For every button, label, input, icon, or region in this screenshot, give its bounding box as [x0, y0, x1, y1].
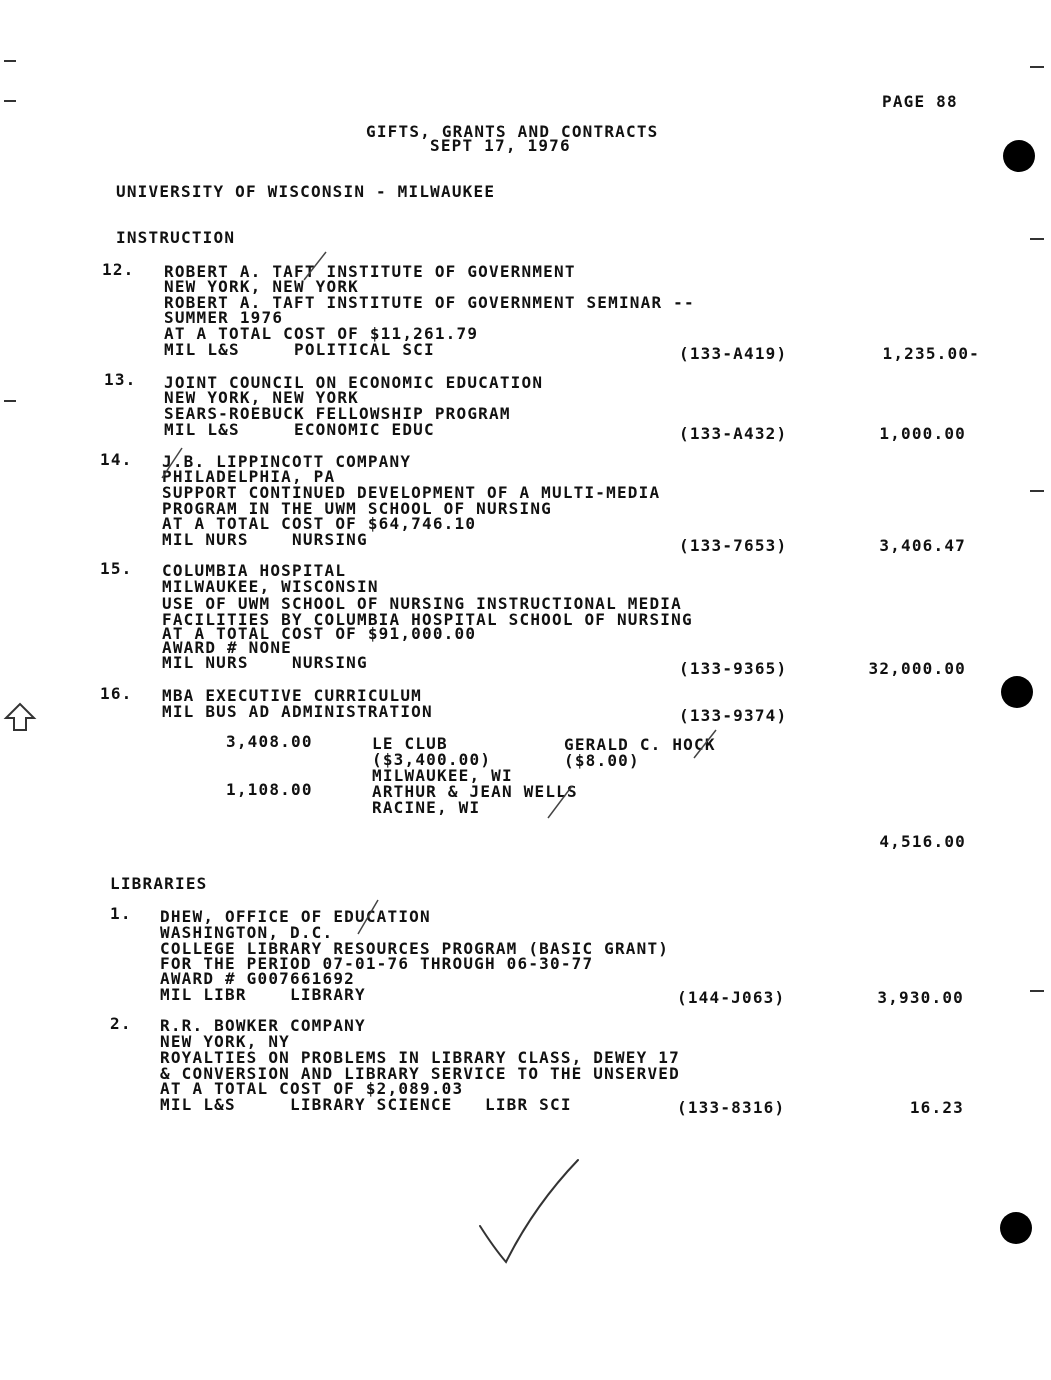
check-mark-icon: [300, 250, 330, 286]
account-number: (133-7653): [679, 536, 788, 555]
entry-line: ROBERT A. TAFT INSTITUTE OF GOVERNMENT SEMINAR --: [164, 293, 695, 312]
entry-line: FACILITIES BY COLUMBIA HOSPITAL SCHOOL OF NURSING: [162, 610, 693, 629]
entry-line: NEW YORK, NEW YORK: [164, 388, 359, 407]
entry-line: DHEW, OFFICE OF EDUCATION: [160, 907, 431, 926]
entry-total: 4,516.00: [879, 832, 966, 851]
account-number: (133-8316): [677, 1098, 786, 1117]
arrow-up-icon: [2, 700, 38, 732]
document-date: SEPT 17, 1976: [430, 136, 571, 155]
entry-number: 16.: [100, 684, 133, 703]
punch-hole: [1000, 1212, 1032, 1244]
entry-amount: 16.23: [909, 1098, 964, 1117]
margin-tick: [4, 400, 16, 402]
entry-line: SEARS-ROEBUCK FELLOWSHIP PROGRAM: [164, 404, 511, 423]
co-donor-name: GERALD C. HOCK: [564, 735, 716, 754]
page-number: PAGE 88: [882, 92, 958, 111]
entry-line: SUMMER 1976: [164, 308, 284, 327]
entry-number: 13.: [104, 370, 137, 389]
entry-line: MBA EXECUTIVE CURRICULUM: [162, 686, 422, 705]
margin-tick: [1030, 238, 1044, 240]
entry-department: MIL NURS NURSING: [162, 530, 368, 549]
check-mark-icon: [354, 898, 384, 938]
entry-department: MIL LIBR LIBRARY: [160, 985, 366, 1004]
entry-number: 12.: [102, 260, 135, 279]
large-check-mark-icon: [474, 1156, 584, 1276]
punch-hole: [1003, 140, 1035, 172]
entry-line: AWARD # G007661692: [160, 969, 355, 988]
punch-hole: [1001, 676, 1033, 708]
entry-amount: 3,930.00: [877, 988, 964, 1007]
margin-tick: [4, 100, 16, 102]
entry-line: ROBERT A. TAFT INSTITUTE OF GOVERNMENT: [164, 262, 576, 281]
entry-amount: 3,406.47: [879, 536, 966, 555]
co-donor-detail: ($8.00): [564, 751, 640, 770]
entry-department: MIL L&S POLITICAL SCI: [164, 340, 435, 359]
entry-line: AWARD # NONE: [162, 638, 292, 657]
donor-name: LE CLUB: [372, 734, 448, 753]
donor-city: MILWAUKEE, WI: [372, 766, 513, 785]
margin-tick: [1030, 990, 1044, 992]
donor-name: ARTHUR & JEAN WELLS: [372, 782, 578, 801]
entry-department: MIL L&S ECONOMIC EDUC: [164, 420, 435, 439]
entry-line: AT A TOTAL COST OF $2,089.03: [160, 1079, 464, 1098]
entry-line: MILWAUKEE, WISCONSIN: [162, 577, 379, 596]
section-heading-instruction: INSTRUCTION: [116, 228, 236, 247]
check-mark-icon: [158, 446, 188, 482]
check-mark-icon: [690, 726, 720, 762]
entry-line: JOINT COUNCIL ON ECONOMIC EDUCATION: [164, 373, 544, 392]
margin-tick: [4, 60, 16, 62]
account-number: (133-A432): [679, 424, 788, 443]
section-heading-libraries: LIBRARIES: [110, 874, 208, 893]
account-number: (133-A419): [679, 344, 788, 363]
entry-department: MIL L&S LIBRARY SCIENCE LIBR SCI: [160, 1095, 572, 1114]
donor-detail: ($3,400.00): [372, 750, 492, 769]
entry-amount: 1,000.00: [879, 424, 966, 443]
entry-number: 14.: [100, 450, 133, 469]
donor-city: RACINE, WI: [372, 798, 481, 817]
entry-amount: 32,000.00: [868, 659, 966, 678]
entry-line: COLLEGE LIBRARY RESOURCES PROGRAM (BASIC GRANT): [160, 939, 670, 958]
entry-line: PHILADELPHIA, PA: [162, 467, 336, 486]
account-number: (133-9365): [679, 659, 788, 678]
entry-line: NEW YORK, NEW YORK: [164, 277, 359, 296]
entry-department: MIL NURS NURSING: [162, 653, 368, 672]
account-number: (133-9374): [679, 706, 788, 725]
entry-line: PROGRAM IN THE UWM SCHOOL OF NURSING: [162, 499, 552, 518]
entry-department: MIL BUS AD ADMINISTRATION: [162, 702, 433, 721]
entry-number: 2.: [110, 1014, 132, 1033]
entry-amount: 1,235.00-: [882, 344, 980, 363]
entry-line: USE OF UWM SCHOOL OF NURSING INSTRUCTIONAL MEDIA: [162, 594, 682, 613]
entry-line: AT A TOTAL COST OF $11,261.79: [164, 324, 479, 343]
entry-line: AT A TOTAL COST OF $91,000.00: [162, 624, 477, 643]
donor-amount: 3,408.00: [226, 732, 313, 751]
donor-amount: 1,108.00: [226, 780, 313, 799]
entry-line: SUPPORT CONTINUED DEVELOPMENT OF A MULTI-MEDIA: [162, 483, 661, 502]
entry-line: NEW YORK, NY: [160, 1032, 290, 1051]
check-mark-icon: [546, 784, 576, 820]
university-name: UNIVERSITY OF WISCONSIN - MILWAUKEE: [116, 182, 496, 201]
entry-line: J.B. LIPPINCOTT COMPANY: [162, 452, 412, 471]
margin-tick: [1030, 66, 1044, 68]
margin-tick: [1030, 490, 1044, 492]
document-title: GIFTS, GRANTS AND CONTRACTS: [366, 122, 659, 141]
account-number: (144-J063): [677, 988, 786, 1007]
entry-line: ROYALTIES ON PROBLEMS IN LIBRARY CLASS, DEWEY 17: [160, 1048, 680, 1067]
entry-line: & CONVERSION AND LIBRARY SERVICE TO THE UNSERVED: [160, 1064, 680, 1083]
entry-line: COLUMBIA HOSPITAL: [162, 561, 347, 580]
entry-line: R.R. BOWKER COMPANY: [160, 1016, 366, 1035]
entry-line: WASHINGTON, D.C.: [160, 923, 334, 942]
entry-line: AT A TOTAL COST OF $64,746.10: [162, 514, 477, 533]
entry-number: 1.: [110, 904, 132, 923]
entry-number: 15.: [100, 559, 133, 578]
entry-line: FOR THE PERIOD 07-01-76 THROUGH 06-30-77: [160, 954, 594, 973]
